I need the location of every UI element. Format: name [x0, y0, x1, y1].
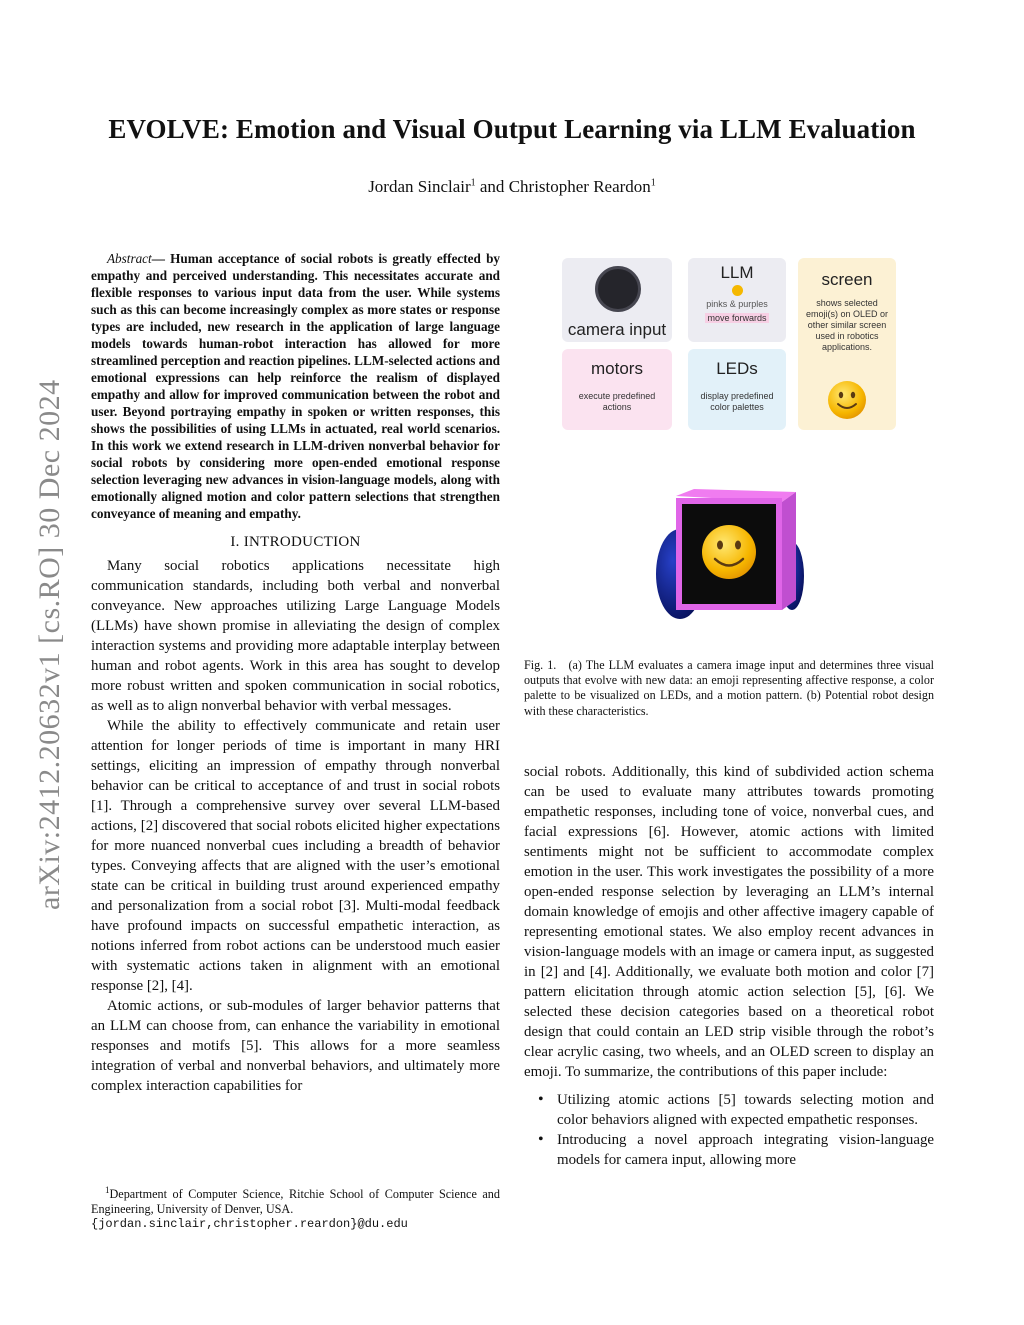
leds-title: LEDs: [716, 359, 758, 378]
author-line: [0, 177, 1024, 197]
body-paragraph: Many social robotics applications necessitate high communication standards, including both verbal and nonverbal conveyance. New approaches utilizing Large Language Models (LLMs) have shown promise in alleviating the design of complex interaction systems and providing more adaptable interplay between human and robot agents. Work in this area has sought to develop more robust written and spoken communication in social robotics, as well as to align nonverbal behavior with verbal messages.: [91, 558, 500, 714]
abstract-text: Human acceptance of social robots is greatly effected by empathy and perceived understanding. This necessitates accurate and flexible responses to various input data from the user. While systems such as this can become increasingly complex as more states or response types are included, new research in the application of large language models towards human-robot interaction has allowed for more streamlined perception and reaction pipelines. LLM-selected actions and emotional expressions can help reinforce the realism of displayed empathy and allow for improved communication between the robot and user. Beyond portraying empathy in spoken or written responses, this shows the possibilities of using LLMs in actuated, real world scenarios. In this work we extend research in LLM-driven nonverbal behavior for social robots by considering more open-ended emotional response selection leveraging new advances in vision-language models, along with emotionally aligned motion and color pattern selections that strengthen conveyance of meaning and empathy.: [91, 251, 501, 521]
abstract-dash: —: [151, 251, 171, 266]
llm-title: LLM: [720, 263, 754, 282]
footnote-affiliation: Department of Computer Science, Ritchie School of Computer Science and Engineering, University of Denver, USA.: [91, 1187, 500, 1217]
caption-text: (a) The LLM evaluates a camera image input and determines three visual outputs that evolve with new data: an emoji representing affective response, a color palette to be visualized on LEDs, and a motion pattern. (b) Potential robot design with these characteristics.: [524, 658, 934, 718]
motors-description: execute predefined actions: [578, 391, 656, 412]
screen-card: [798, 258, 896, 430]
figure-caption: [524, 658, 934, 719]
right-column: [524, 762, 934, 1170]
leds-card: [688, 349, 786, 430]
motors-title: motors: [591, 359, 643, 378]
arxiv-side-stamp: arXiv:2412.20632v1 [cs.RO] 30 Dec 2024: [33, 379, 66, 911]
robot-smiley-emoji-icon: [702, 525, 756, 579]
llm-color-output: pinks & purples: [706, 299, 768, 309]
author-name: Christopher Reardon: [508, 177, 651, 196]
body-paragraph: Atomic actions, or sub-modules of larger behavior patterns that an LLM can choose from, can enhance the variability in emotional responses and motifs [5]. This allows for a more seamless integration of verbal and nonverbal behaviors, and ultimately more complex interaction capabilities for: [91, 998, 500, 1094]
llm-motion-output: [688, 313, 786, 324]
llm-card: [688, 258, 786, 342]
caption-label: Fig. 1.: [524, 658, 557, 672]
screen-description: shows selected emoji(s) on OLED or other similar screen used in robotics applications.: [805, 298, 889, 352]
abstract: [91, 250, 500, 522]
footnote-email: {jordan.sinclair,christopher.reardon}@du.edu: [91, 1217, 408, 1232]
footnote-mark: 1: [105, 1185, 110, 1195]
section-heading: I. INTRODUCTION: [230, 534, 361, 550]
figure-1b-robot-render: [654, 488, 804, 628]
author-conjunction: and: [475, 177, 509, 196]
affiliation-mark: 1: [470, 177, 476, 189]
paper-title: EVOLVE: Emotion and Visual Output Learning via LLM Evaluation: [108, 114, 916, 144]
list-item: • Utilizing atomic actions [5] towards selecting motion and color behaviors aligned with expected empathetic responses.: [524, 1090, 934, 1130]
smiley-emoji-icon: [827, 380, 867, 420]
motors-card: [562, 349, 672, 430]
neutral-emoji-icon: [732, 285, 743, 296]
author-name: Jordan Sinclair: [368, 177, 471, 196]
camera-input-label: camera input: [567, 320, 667, 339]
contributions-list: [524, 1090, 934, 1170]
llm-motion-text: move forwards: [707, 313, 767, 323]
figure-1a-diagram: [558, 255, 898, 430]
list-item: • Introducing a novel approach integrating vision-language models for camera input, allowing more: [524, 1130, 934, 1170]
camera-lens-icon: [595, 266, 641, 312]
body-paragraph: While the ability to effectively communicate and retain user attention for longer periods of time is important in many HRI settings, eliciting an impression of empathy through nonverbal behavior can be critical to acceptance of and trust in social robots [1]. Through a comprehensive survey over several LLM-based actions, [2] discovered that social robots elicited higher expectations for more nuanced nonverbal cues including a breadth of behavior types. Conveying affects that are aligned with the user’s emotional state can be critical in building trust around experienced empathy and personalization from a social robot [3]. Multi-modal feedback have profound impacts on successful empathetic interaction, as notions inferred from robot actions can be understood much easier with systematic actions taken in alignment with an emotional response [2], [4].: [91, 718, 500, 994]
leds-description: display predefined color palettes: [700, 391, 774, 412]
footnote: [91, 1183, 500, 1232]
body-paragraph: social robots. Additionally, this kind of subdivided action schema can be used to evaluate many attributes towards promoting empathetic responses, including tone of voice, nonverbal cues, and facial expressions [6]. However, atomic actions with limited sentiments might not be sufficient to accommodate complex emotion in the user. This work investigates the possibility of a more open-ended response selection by leveraging an LLM’s internal domain knowledge of emojis and other affective imagery capable of representing emotional states. We also employ recent advances in vision-language models with an image or camera input, as suggested in [2] and [4]. Additionally, we evaluate both motion and color [7] pattern elicitation through atomic action selection [5], [6]. We selected these decision categories based on a theoretical robot design that could contain an LED strip visible through the robot’s clear acrylic casing, two wheels, and an OLED screen to display an emoji. To summarize, the contributions of this paper include:: [524, 764, 934, 1080]
screen-title: screen: [821, 270, 873, 289]
robot-side-face: [782, 492, 796, 610]
abstract-label: Abstract: [107, 251, 152, 266]
camera-input-card: [562, 258, 672, 342]
left-column: [91, 250, 500, 1096]
affiliation-mark: 1: [650, 177, 656, 189]
